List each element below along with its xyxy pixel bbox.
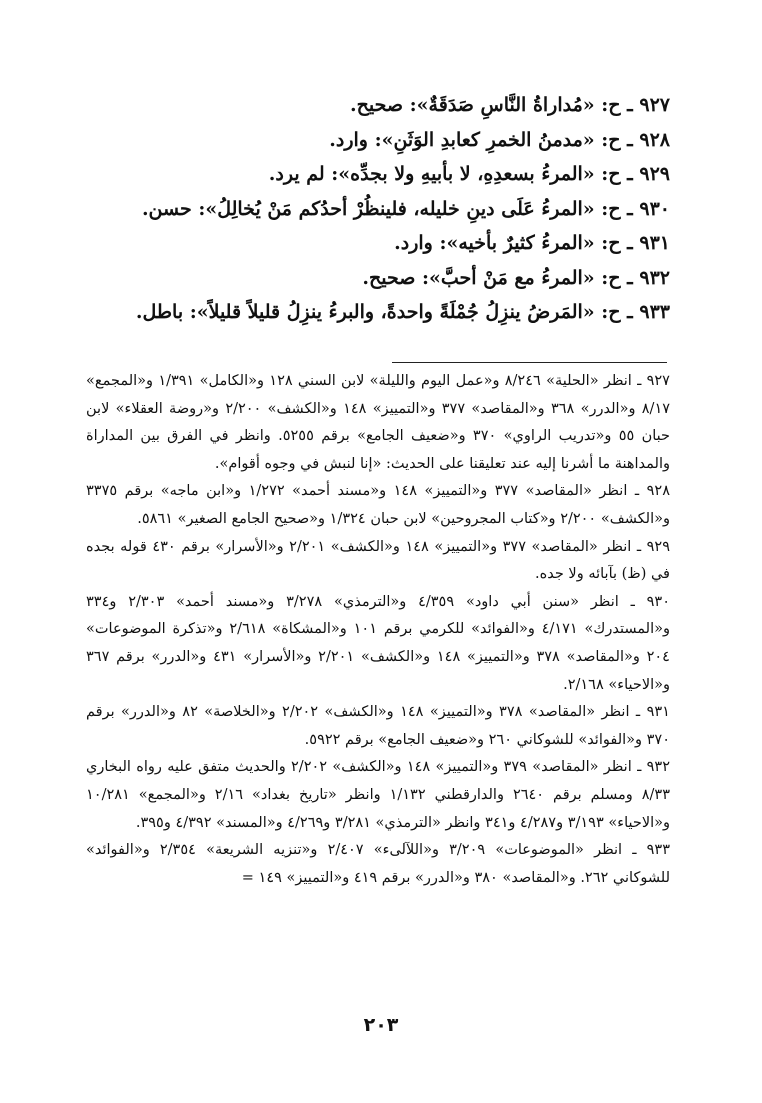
hadith-line bbox=[140, 192, 670, 227]
hadith-number: ٩٢٩ bbox=[639, 163, 670, 185]
hadith-text: ـ ح: «مُداراةُ النَّاسِ صَدَقَةٌ»: صحيح. bbox=[350, 94, 633, 116]
hadith-line bbox=[140, 88, 670, 123]
hadith-line bbox=[140, 226, 670, 261]
hadith-number: ٩٢٨ bbox=[639, 128, 670, 151]
hadith-line bbox=[140, 123, 670, 158]
page-number: ٢٠٣ bbox=[363, 1014, 399, 1036]
hadith-number: ٩٣١ bbox=[639, 232, 670, 254]
hadith-number: ٩٣٣ bbox=[639, 301, 670, 323]
hadith-number: ٩٣٠ bbox=[639, 197, 670, 220]
hadith-list bbox=[135, 88, 670, 330]
footnote: ٩٢٧ ـ انظر «الحلية» ٨/٢٤٦ و«عمل اليوم والليلة» لابن السني ١٢٨ و«الكامل» ١/٣٩١ و«المجمع» ٨/١٧ و«الدرر» ٣٦٨ و«المقاصد» ٣٧٧ و«التمييز» ١٤٨ و«الكشف» ٢/٢٠٠ و«روضة العقلاء» لابن حبان ٥٥ و«تدريب الراوي» ٣٧٠ و«ضعيف الجامع» برقم ٥٢٥٥. وانظر في الفرق بين المداراة والمداهنة ما أشرنا إليه عند تعليقنا على الحديث: «إنا لنبش في وجوه أقوام». bbox=[86, 373, 671, 472]
hadith-line bbox=[140, 157, 670, 192]
hadith-text: ـ ح: «المرءُ كثيرٌ بأخيه»: وارد. bbox=[394, 232, 633, 254]
footnote: ٩٣١ ـ انظر «المقاصد» ٣٧٨ و«التمييز» ١٤٨ و«الكشف» ٢/٢٠٢ و«الخلاصة» ٨٢ و«الدرر» برقم ٣٧٠ و«الفوائد» للشوكاني ٢٦٠ و«ضعيف الجامع» برقم ٥٩٢٢. bbox=[86, 704, 670, 748]
footnote: ٩٢٨ ـ انظر «المقاصد» ٣٧٧ و«التمييز» ١٤٨ و«مسند أحمد» ١/٢٧٢ و«ابن ماجه» برقم ٣٣٧٥ و«الكشف» ٢/٢٠٠ و«كتاب المجروحين» لابن حبان ١/٣٢٤ و«صحيح الجامع الصغير» ٥٨٦١. bbox=[86, 483, 670, 527]
hadith-number: ٩٣٢ bbox=[639, 266, 670, 289]
hadith-text: ـ ح: «المرءُ مع مَنْ أحبَّ»: صحيح. bbox=[362, 266, 633, 289]
footnote: ٩٢٩ ـ انظر «المقاصد» ٣٧٧ و«التمييز» ١٤٨ و«الكشف» ٢/٢٠١ و«الأسرار» برقم ٤٣٠ قوله بجده في (ظ) بآبائه ولا جده. bbox=[86, 538, 671, 583]
footnote: ٩٣٣ ـ انظر «الموضوعات» ٣/٢٠٩ و«اللآلىء» ٢/٤٠٧ و«تنزيه الشريعة» ٢/٣٥٤ و«الفوائد» للشوكاني ٢٦٢. و«المقاصد» ٣٨٠ و«الدرر» برقم ٤١٩ و«التمييز» ١٤٩ = bbox=[86, 842, 670, 886]
hadith-text: ـ ح: «المرءُ عَلَى دينِ خليله، فلينظُرْ أحدُكم مَنْ يُخالِلُ»: حسن. bbox=[141, 197, 633, 220]
hadith-line bbox=[140, 261, 670, 296]
hadith-line bbox=[135, 295, 670, 330]
hadith-text: ـ ح: «مدمنُ الخمرِ كعابدِ الوَثَنِ»: وارد. bbox=[329, 128, 633, 151]
hadith-number: ٩٢٧ bbox=[639, 94, 670, 116]
footnote-separator bbox=[392, 362, 667, 363]
hadith-text: ـ ح: «المَرضُ ينزِلُ جُمْلَةً واحدةً، والبرءُ ينزِلُ قليلاً قليلاً»: باطل. bbox=[135, 301, 633, 323]
hadith-text: ـ ح: «المرءُ بسعدِهِ، لا بأبيهِ ولا بجدِّه»: لم يرد. bbox=[268, 163, 633, 185]
footnote: ٩٣٠ ـ انظر «سنن أبي داود» ٤/٣٥٩ و«الترمذي» ٣/٢٧٨ و«مسند أحمد» ٢/٣٠٣ و٣٣٤ و«المستدرك» ٤/١٧١ و«الفوائد» للكرمي برقم ١٠١ و«المشكاة» ٢/٦١٨ و«تذكرة الموضوعات» ٢٠٤ و«المقاصد» ٣٧٨ و«التمييز» ١٤٨ و«الكشف» ٢/٢٠١ و«الأسرار» ٤٣١ و«الدرر» برقم ٣٦٧ و«الاحياء» ٢/١٦٨. bbox=[86, 593, 671, 693]
footnotes bbox=[86, 368, 670, 892]
footnote: ٩٣٢ ـ انظر «المقاصد» ٣٧٩ و«التمييز» ١٤٨ و«الكشف» ٢/٢٠٢ والحديث متفق عليه رواه البخاري ٨/٣٣ ومسلم برقم ٢٦٤٠ والدارقطني ١/١٣٢ وانظر «تاريخ بغداد» ٢/١٦ و«المجمع» ١٠/٢٨١ و«الاحياء» ٣/١٩٣ و٤/٢٨٧ و٣٤١ وانظر «الترمذي» ٣/٢٨١ و٤/٢٦٩ و«المسند» ٤/٣٩٢ و٣٩٥. bbox=[86, 759, 670, 831]
